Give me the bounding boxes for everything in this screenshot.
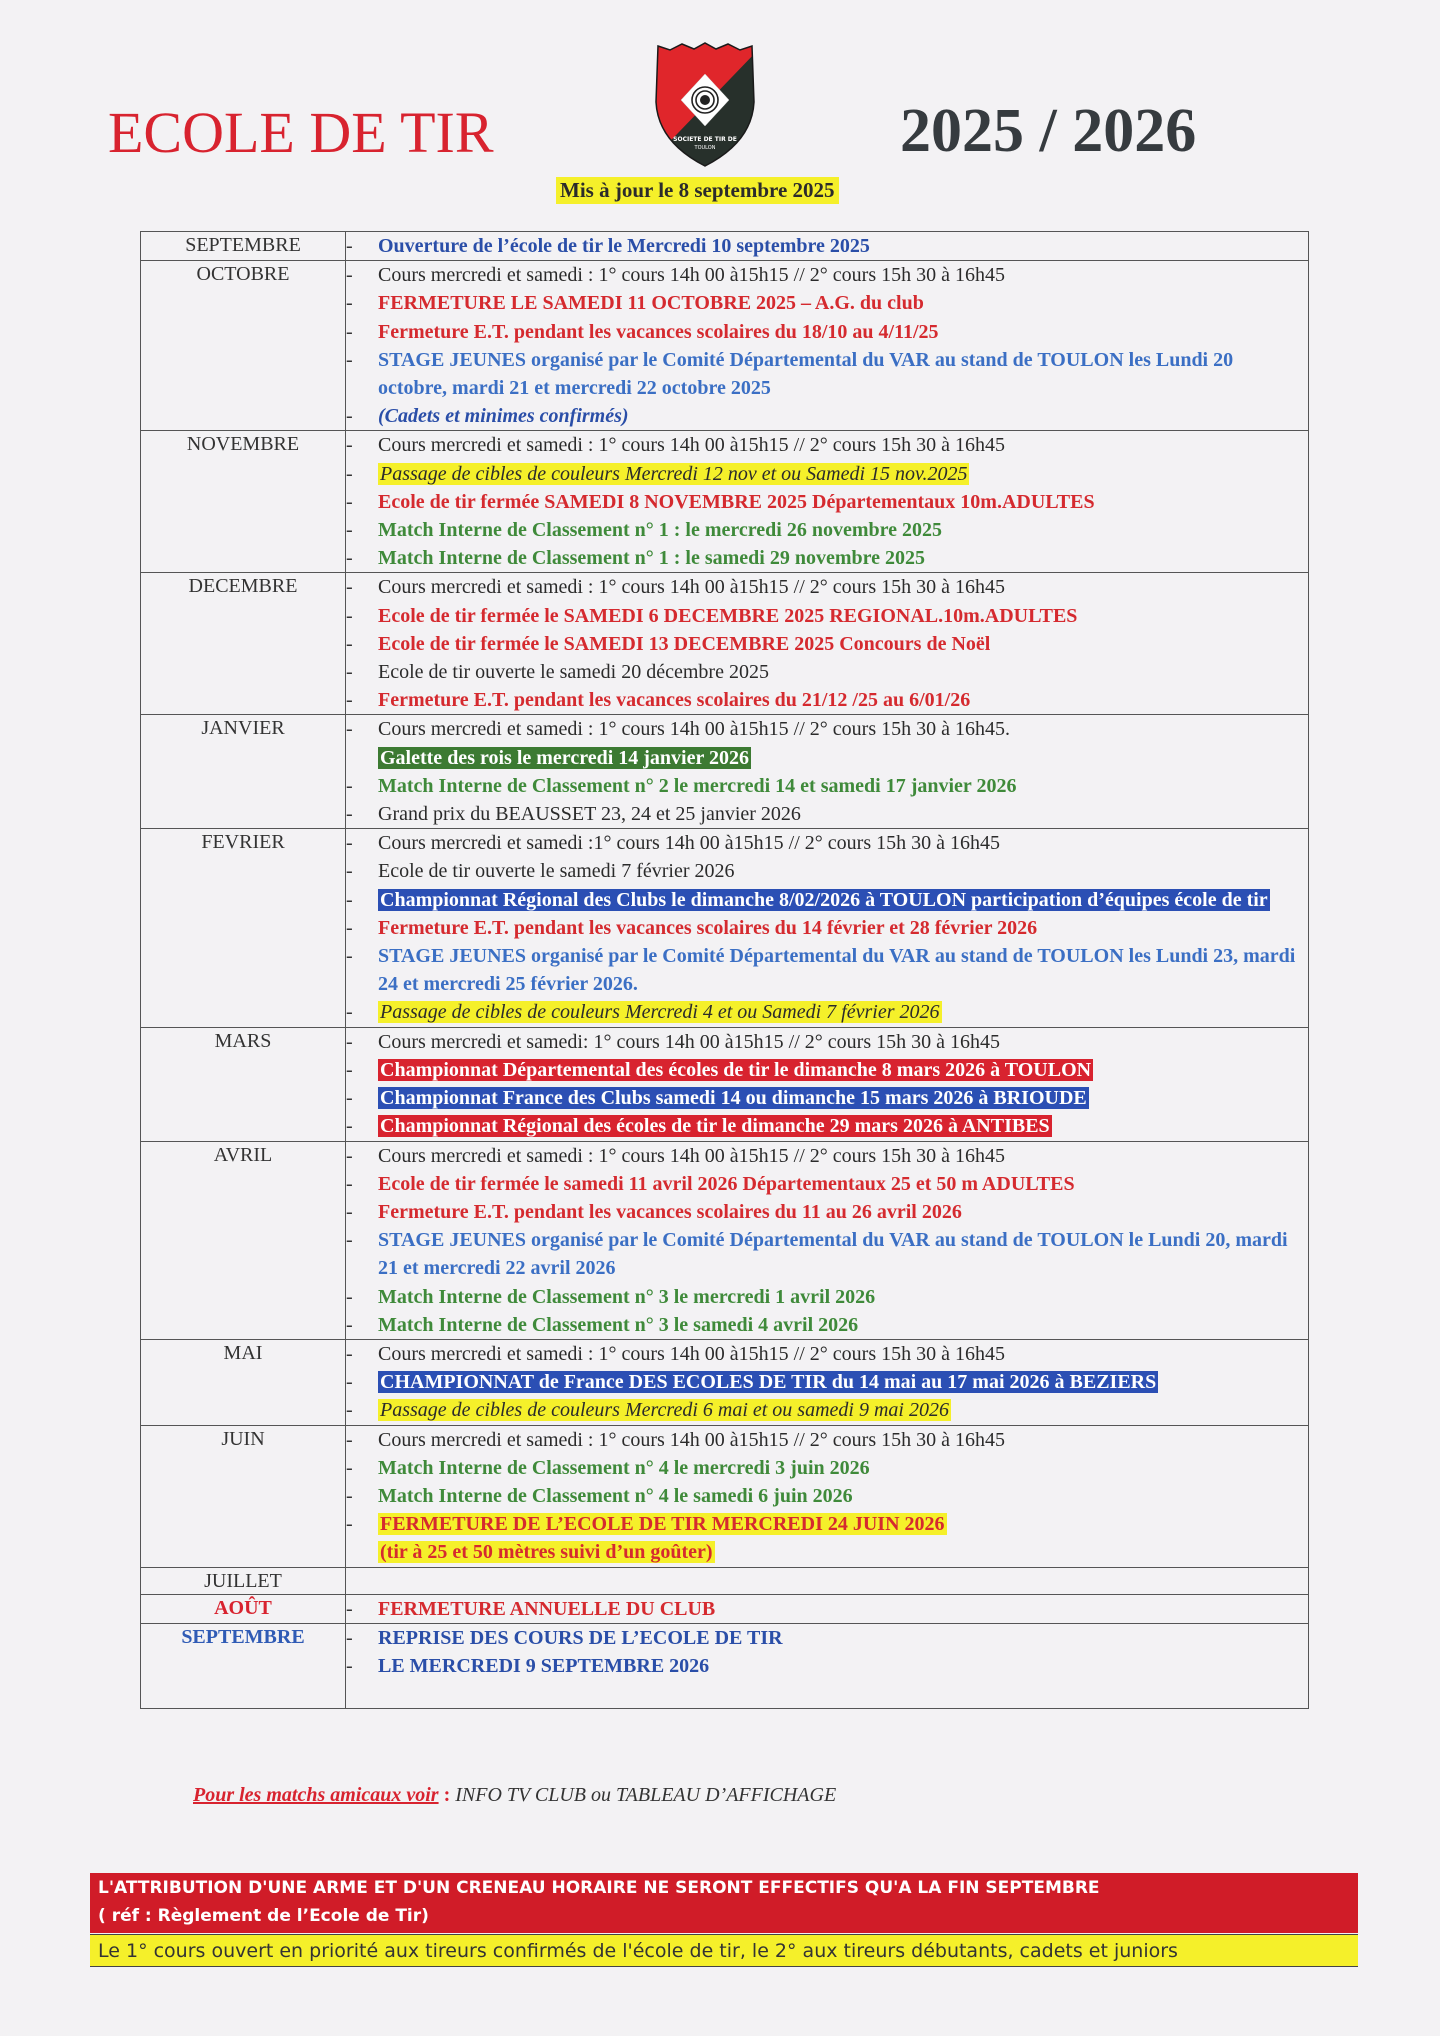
month-label: AOÛT bbox=[141, 1594, 346, 1623]
event-text: Match Interne de Classement n° 1 : le mercredi 26 novembre 2025 bbox=[378, 519, 943, 542]
event-text: LE MERCREDI 9 SEPTEMBRE 2026 bbox=[378, 1654, 710, 1677]
month-label: JANVIER bbox=[141, 715, 346, 829]
event-item bbox=[346, 318, 1308, 346]
bullet-dash: - bbox=[346, 1087, 353, 1110]
event-item bbox=[346, 1028, 1308, 1056]
bullet-dash: - bbox=[346, 1229, 353, 1252]
calendar-row bbox=[141, 829, 1309, 1027]
calendar-table bbox=[140, 231, 1309, 1709]
event-item bbox=[346, 1226, 1308, 1282]
event-item bbox=[346, 1624, 1308, 1652]
bullet-dash: - bbox=[346, 1001, 353, 1024]
event-text: Cours mercredi et samedi :1° cours 14h 00 à15h15 // 2° cours 15h 30 à 16h45 bbox=[378, 832, 1000, 855]
event-item bbox=[346, 1538, 1308, 1566]
updated-date: Mis à jour le 8 septembre 2025 bbox=[556, 177, 839, 204]
event-text: Cours mercredi et samedi: 1° cours 14h 00 à15h15 // 2° cours 15h 30 à 16h45 bbox=[378, 1030, 1000, 1053]
logo-text-line1: SOCIETE DE TIR DE bbox=[673, 136, 737, 143]
event-text: Galette des rois le mercredi 14 janvier 2026 bbox=[380, 746, 749, 769]
event-item bbox=[346, 516, 1308, 544]
event-text: Match Interne de Classement n° 3 le mercredi 1 avril 2026 bbox=[378, 1285, 876, 1308]
event-item bbox=[346, 1454, 1308, 1482]
bullet-dash: - bbox=[346, 1654, 353, 1677]
month-label: AVRIL bbox=[141, 1141, 346, 1339]
event-item bbox=[346, 1142, 1308, 1170]
event-text: (Cadets et minimes confirmés) bbox=[378, 405, 629, 428]
event-item bbox=[346, 1056, 1308, 1084]
event-text: Fermeture E.T. pendant les vacances scolaires du 18/10 au 4/11/25 bbox=[378, 320, 939, 343]
event-item bbox=[346, 829, 1308, 857]
bullet-dash: - bbox=[346, 888, 353, 911]
calendar-row bbox=[141, 1141, 1309, 1339]
bullet-dash: - bbox=[346, 434, 353, 457]
month-label: DECEMBRE bbox=[141, 573, 346, 715]
event-item bbox=[346, 488, 1308, 516]
event-text: STAGE JEUNES organisé par le Comité Départemental du VAR au stand de TOULON les Lundi 20 octobre, mardi 21 et mercredi 22 octobre 2025 bbox=[378, 348, 1234, 400]
event-item bbox=[346, 772, 1308, 800]
event-text: Passage de cibles de couleurs Mercredi 12 nov et ou Samedi 15 nov.2025 bbox=[380, 462, 968, 485]
event-item bbox=[346, 402, 1308, 430]
event-item bbox=[346, 1595, 1308, 1623]
bullet-dash: - bbox=[346, 803, 353, 826]
bullet-dash: - bbox=[346, 292, 353, 315]
bullet-dash: - bbox=[346, 1172, 353, 1195]
event-text: Passage de cibles de couleurs Mercredi 4 et ou Samedi 7 février 2026 bbox=[380, 1001, 940, 1024]
event-item bbox=[346, 715, 1308, 743]
bullet-dash: - bbox=[346, 1399, 353, 1422]
event-item bbox=[346, 460, 1308, 488]
bullet-dash: - bbox=[346, 1513, 353, 1536]
event-item bbox=[346, 261, 1308, 289]
bullet-dash: - bbox=[346, 604, 353, 627]
event-text: Match Interne de Classement n° 3 le samedi 4 avril 2026 bbox=[378, 1313, 859, 1336]
event-item bbox=[346, 998, 1308, 1026]
bullet-dash: - bbox=[346, 490, 353, 513]
month-events bbox=[346, 1339, 1309, 1425]
event-text: Ecole de tir fermée le SAMEDI 6 DECEMBRE 2025 REGIONAL.10m.ADULTES bbox=[378, 604, 1078, 627]
calendar-row bbox=[141, 431, 1309, 573]
event-item bbox=[346, 1510, 1308, 1538]
event-text: Fermeture E.T. pendant les vacances scolaires du 14 février et 28 février 2026 bbox=[378, 916, 1038, 939]
calendar-row bbox=[141, 1027, 1309, 1141]
event-item bbox=[346, 1170, 1308, 1198]
bullet-dash: - bbox=[346, 519, 353, 542]
event-item bbox=[346, 289, 1308, 317]
month-label: NOVEMBRE bbox=[141, 431, 346, 573]
month-label: MARS bbox=[141, 1027, 346, 1141]
season-label: 2025 / 2026 bbox=[900, 97, 1197, 165]
event-item bbox=[346, 431, 1308, 459]
event-text: Ecole de tir fermée SAMEDI 8 NOVEMBRE 2025 Départementaux 10m.ADULTES bbox=[378, 490, 1095, 513]
event-item bbox=[346, 630, 1308, 658]
month-label: MAI bbox=[141, 1339, 346, 1425]
month-events bbox=[346, 1567, 1309, 1594]
event-text: Grand prix du BEAUSSET 23, 24 et 25 janvier 2026 bbox=[378, 803, 801, 826]
club-logo-icon bbox=[652, 42, 758, 168]
event-text: Cours mercredi et samedi : 1° cours 14h 00 à15h15 // 2° cours 15h 30 à 16h45. bbox=[378, 718, 1010, 741]
event-item bbox=[346, 886, 1308, 914]
month-events bbox=[346, 573, 1309, 715]
bullet-dash: - bbox=[346, 1428, 353, 1451]
bullet-dash: - bbox=[346, 1115, 353, 1138]
month-label: OCTOBRE bbox=[141, 261, 346, 431]
bullet-dash: - bbox=[346, 1144, 353, 1167]
bullet-dash: - bbox=[346, 1484, 353, 1507]
bullet-dash: - bbox=[346, 1313, 353, 1336]
bullet-dash: - bbox=[346, 1371, 353, 1394]
calendar-row bbox=[141, 1594, 1309, 1623]
event-item bbox=[346, 1652, 1308, 1680]
event-text: Cours mercredi et samedi : 1° cours 14h 00 à15h15 // 2° cours 15h 30 à 16h45 bbox=[378, 264, 1005, 287]
month-events bbox=[346, 715, 1309, 829]
bullet-dash: - bbox=[346, 1285, 353, 1308]
month-label: SEPTEMBRE bbox=[141, 1623, 346, 1708]
event-text: Cours mercredi et samedi : 1° cours 14h 00 à15h15 // 2° cours 15h 30 à 16h45 bbox=[378, 1144, 1005, 1167]
calendar-row bbox=[141, 1339, 1309, 1425]
event-text: CHAMPIONNAT de France DES ECOLES DE TIR du 14 mai au 17 mai 2026 à BEZIERS bbox=[380, 1371, 1157, 1394]
bullet-dash: - bbox=[346, 632, 353, 655]
bullet-dash: - bbox=[346, 661, 353, 684]
footnote-colon: : bbox=[438, 1784, 456, 1806]
event-text: Ecole de tir ouverte le samedi 7 février 2026 bbox=[378, 860, 735, 883]
event-text: Ecole de tir fermée le samedi 11 avril 2026 Départementaux 25 et 50 m ADULTES bbox=[378, 1172, 1075, 1195]
event-text: (tir à 25 et 50 mètres suivi d’un goûter) bbox=[380, 1541, 713, 1564]
bullet-dash: - bbox=[346, 916, 353, 939]
month-events bbox=[346, 1425, 1309, 1567]
event-text: STAGE JEUNES organisé par le Comité Départemental du VAR au stand de TOULON le Lundi 20, mardi 21 et mercredi 22 avril 2026 bbox=[378, 1229, 1288, 1280]
event-item bbox=[346, 1426, 1308, 1454]
event-text: Passage de cibles de couleurs Mercredi 6 mai et ou samedi 9 mai 2026 bbox=[380, 1399, 949, 1422]
bullet-dash: - bbox=[346, 1200, 353, 1223]
event-item bbox=[346, 544, 1308, 572]
month-events bbox=[346, 1027, 1309, 1141]
bullet-dash: - bbox=[346, 264, 353, 287]
bullet-dash: - bbox=[346, 860, 353, 883]
event-item bbox=[346, 914, 1308, 942]
event-text: Championnat France des Clubs samedi 14 ou dimanche 15 mars 2026 à BRIOUDE bbox=[380, 1087, 1087, 1110]
month-events bbox=[346, 261, 1309, 431]
event-item bbox=[346, 1396, 1308, 1424]
bullet-dash: - bbox=[346, 462, 353, 485]
logo-text-line2: TOULON bbox=[694, 145, 716, 151]
bullet-dash: - bbox=[346, 1597, 353, 1620]
footnote-label: Pour les matchs amicaux voir bbox=[193, 1784, 439, 1806]
bullet-dash: - bbox=[346, 1342, 353, 1365]
month-events bbox=[346, 232, 1309, 261]
event-text: Fermeture E.T. pendant les vacances scolaires du 11 au 26 avril 2026 bbox=[378, 1200, 962, 1223]
event-text: Cours mercredi et samedi : 1° cours 14h 00 à15h15 // 2° cours 15h 30 à 16h45 bbox=[378, 1342, 1005, 1365]
event-text: Championnat Départemental des écoles de tir le dimanche 8 mars 2026 à TOULON bbox=[380, 1058, 1092, 1081]
bullet-dash: - bbox=[346, 235, 353, 257]
event-item bbox=[346, 1311, 1308, 1339]
event-text: Ecole de tir fermée le SAMEDI 13 DECEMBRE 2025 Concours de Noël bbox=[378, 632, 991, 655]
event-item bbox=[346, 1198, 1308, 1226]
event-text: FERMETURE ANNUELLE DU CLUB bbox=[378, 1597, 716, 1620]
event-item bbox=[346, 1340, 1308, 1368]
banner-red-line2: ( réf : Règlement de l’Ecole de Tir) bbox=[98, 1906, 429, 1926]
bullet-dash: - bbox=[346, 1030, 353, 1053]
course-priority-banner: Le 1° cours ouvert en priorité aux tireurs confirmés de l'école de tir, le 2° aux tireurs débutants, cadets et juniors bbox=[90, 1934, 1358, 1967]
bullet-dash: - bbox=[346, 547, 353, 570]
month-events bbox=[346, 431, 1309, 573]
event-text: Cours mercredi et samedi : 1° cours 14h 00 à15h15 // 2° cours 15h 30 à 16h45 bbox=[378, 434, 1005, 457]
bullet-dash: - bbox=[346, 1626, 353, 1649]
bullet-dash: - bbox=[346, 689, 353, 712]
bullet-dash: - bbox=[346, 832, 353, 855]
event-item bbox=[346, 1283, 1308, 1311]
month-label: FEVRIER bbox=[141, 829, 346, 1027]
event-text: Match Interne de Classement n° 4 le mercredi 3 juin 2026 bbox=[378, 1456, 870, 1479]
event-item bbox=[346, 1084, 1308, 1112]
month-events bbox=[346, 1594, 1309, 1623]
calendar-row bbox=[141, 261, 1309, 431]
event-item bbox=[346, 1112, 1308, 1140]
event-text: REPRISE DES COURS DE L’ECOLE DE TIR bbox=[378, 1626, 783, 1649]
event-text: STAGE JEUNES organisé par le Comité Départemental du VAR au stand de TOULON les Lundi 23, mardi 24 et mercredi 25 février 2026. bbox=[378, 945, 1296, 996]
month-label: JUILLET bbox=[141, 1567, 346, 1594]
event-item bbox=[346, 232, 1308, 260]
event-text: FERMETURE LE SAMEDI 11 OCTOBRE 2025 – A.G. du club bbox=[378, 292, 924, 315]
event-item bbox=[346, 800, 1308, 828]
event-text: Match Interne de Classement n° 1 : le samedi 29 novembre 2025 bbox=[378, 547, 926, 570]
bullet-dash: - bbox=[346, 320, 353, 343]
bullet-dash: - bbox=[346, 718, 353, 741]
event-item bbox=[346, 346, 1308, 402]
event-text: Fermeture E.T. pendant les vacances scolaires du 21/12 /25 au 6/01/26 bbox=[378, 689, 971, 712]
month-label: SEPTEMBRE bbox=[141, 232, 346, 261]
footnote-text: INFO TV CLUB ou TABLEAU D’AFFICHAGE bbox=[455, 1784, 837, 1806]
event-item bbox=[346, 573, 1308, 601]
calendar-row bbox=[141, 1567, 1309, 1594]
calendar-row bbox=[141, 1623, 1309, 1708]
event-item bbox=[346, 1482, 1308, 1510]
event-text: Ecole de tir ouverte le samedi 20 décembre 2025 bbox=[378, 661, 769, 684]
calendar-row bbox=[141, 715, 1309, 829]
month-events bbox=[346, 1623, 1309, 1708]
weapon-attribution-banner bbox=[90, 1873, 1358, 1933]
bullet-dash: - bbox=[346, 576, 353, 599]
event-text: Cours mercredi et samedi : 1° cours 14h 00 à15h15 // 2° cours 15h 30 à 16h45 bbox=[378, 1428, 1005, 1451]
banner-red-line1: L'ATTRIBUTION D'UNE ARME ET D'UN CRENEAU HORAIRE NE SERONT EFFECTIFS QU'A LA FIN SEPTEMBRE bbox=[98, 1878, 1100, 1898]
calendar-row bbox=[141, 232, 1309, 261]
event-item bbox=[346, 602, 1308, 630]
month-events bbox=[346, 829, 1309, 1027]
event-text: Cours mercredi et samedi : 1° cours 14h 00 à15h15 // 2° cours 15h 30 à 16h45 bbox=[378, 576, 1005, 599]
event-item bbox=[346, 658, 1308, 686]
event-item bbox=[346, 686, 1308, 714]
event-text: Match Interne de Classement n° 2 le mercredi 14 et samedi 17 janvier 2026 bbox=[378, 774, 1017, 797]
month-events bbox=[346, 1141, 1309, 1339]
bullet-dash: - bbox=[346, 945, 353, 968]
event-text: FERMETURE DE L’ECOLE DE TIR MERCREDI 24 JUIN 2026 bbox=[380, 1513, 945, 1536]
bullet-dash: - bbox=[346, 1058, 353, 1081]
bullet-dash: - bbox=[346, 1456, 353, 1479]
calendar-row bbox=[141, 1425, 1309, 1567]
event-text: Championnat Régional des écoles de tir le dimanche 29 mars 2026 à ANTIBES bbox=[380, 1115, 1050, 1138]
event-item bbox=[346, 1368, 1308, 1396]
event-text: Ouverture de l’école de tir le Mercredi 10 septembre 2025 bbox=[378, 235, 870, 257]
calendar-row bbox=[141, 573, 1309, 715]
footnote bbox=[193, 1784, 836, 1807]
event-item bbox=[346, 744, 1308, 772]
event-text: Match Interne de Classement n° 4 le samedi 6 juin 2026 bbox=[378, 1484, 853, 1507]
event-item bbox=[346, 942, 1308, 998]
month-label: JUIN bbox=[141, 1425, 346, 1567]
bullet-dash: - bbox=[346, 405, 353, 428]
page-title: ECOLE DE TIR bbox=[108, 100, 494, 165]
bullet-dash: - bbox=[346, 348, 353, 371]
event-text: Championnat Régional des Clubs le dimanche 8/02/2026 à TOULON participation d’équipes école de tir bbox=[380, 888, 1268, 911]
bullet-dash: - bbox=[346, 774, 353, 797]
event-item bbox=[346, 857, 1308, 885]
